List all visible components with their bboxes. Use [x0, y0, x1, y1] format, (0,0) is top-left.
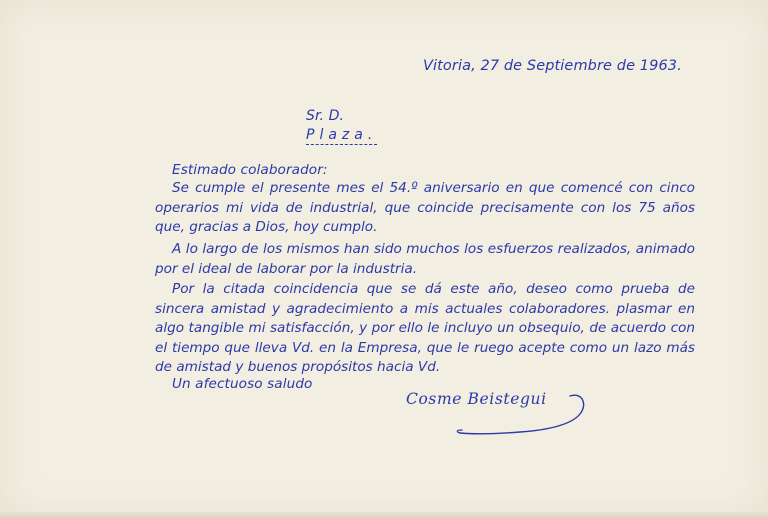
paper-bottom-edge	[0, 512, 768, 518]
body-paragraph-2: A lo largo de los mismos han sido muchos los esfuerzos realizados, animado por el ideal de laborar por la industria.	[155, 241, 695, 277]
body-paragraph-3: Por la citada coincidencia que se dá este año, deseo como prueba de sincera amistad y agradecimiento a mis actuales colaboradores. plasmar en algo tangible mi satisfacción, y por ello le incluyo un obsequio, de acuerdo con el tiempo que lleva Vd. en la Empresa, que le ruego acepte como un lazo más de amistad y buenos propósitos hacia Vd.	[155, 281, 695, 376]
recipient-place: Plaza.	[306, 127, 378, 143]
signature	[400, 384, 600, 444]
recipient-title: Sr. D.	[306, 108, 345, 124]
signature-flourish	[400, 384, 600, 444]
letter-date: Vitoria, 27 de Septiembre de 1963.	[423, 58, 682, 74]
body-paragraph-1: Se cumple el presente mes el 54.º aniversario en que comencé con cinco operarios mi vida de industrial, que coincide precisamente con los 75 años que, gracias a Dios, hoy cumplo.	[155, 180, 695, 236]
salutation: Estimado colaborador:	[172, 162, 328, 178]
signature-name: Cosme Beistegui	[406, 390, 547, 408]
closing-line: Un afectuoso saludo	[172, 376, 313, 392]
